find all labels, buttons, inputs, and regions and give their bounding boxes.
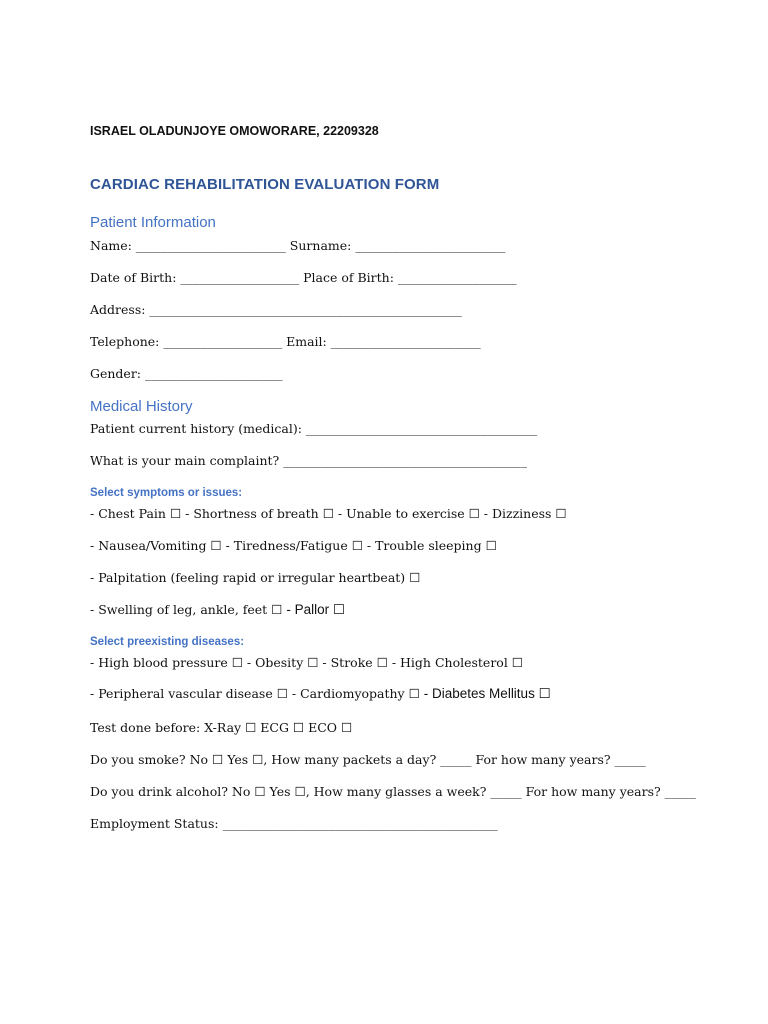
diseases-checklist-row2[interactable] — [90, 686, 551, 702]
alcohol-field[interactable]: Do you drink alcohol? No ☐ Yes ☐, How many glasses a week? _____ For how many years? _____ — [90, 784, 696, 799]
pallor-option[interactable]: - Pallor ☐ — [286, 602, 345, 617]
medical-history-heading: Medical History — [90, 398, 193, 415]
telephone-email-field[interactable]: Telephone: ___________________ Email: ________________________ — [90, 334, 481, 349]
birth-field[interactable]: Date of Birth: ___________________ Place of Birth: ___________________ — [90, 270, 517, 285]
symptoms-checklist-row1[interactable]: - Chest Pain ☐ - Shortness of breath ☐ - Unable to exercise ☐ - Dizziness ☐ — [90, 506, 567, 521]
gender-field[interactable]: Gender: ______________________ — [90, 366, 283, 381]
name-surname-field[interactable]: Name: ________________________ Surname: ________________________ — [90, 238, 506, 253]
diseases-checklist-row1[interactable]: - High blood pressure ☐ - Obesity ☐ - Stroke ☐ - High Cholesterol ☐ — [90, 655, 524, 670]
symptoms-checklist-row3[interactable]: - Palpitation (feeling rapid or irregular heartbeat) ☐ — [90, 570, 421, 585]
symptoms-checklist-row4[interactable] — [90, 602, 345, 618]
address-field[interactable]: Address: __________________________________________________ — [90, 302, 462, 317]
current-history-field[interactable]: Patient current history (medical): _____________________________________ — [90, 421, 538, 436]
main-complaint-field[interactable]: What is your main complaint? _______________________________________ — [90, 453, 527, 468]
diabetes-option[interactable]: - Diabetes Mellitus ☐ — [423, 686, 551, 701]
symptoms-heading: Select symptoms or issues: — [90, 487, 243, 499]
tests-done-checklist[interactable]: Test done before: X-Ray ☐ ECG ☐ ECO ☐ — [90, 720, 353, 735]
diseases-heading: Select preexisting diseases: — [90, 636, 245, 648]
vascular-cardiomyopathy-options[interactable]: - Peripheral vascular disease ☐ - Cardiomyopathy ☐ — [90, 686, 424, 701]
patient-information-heading: Patient Information — [90, 214, 216, 231]
smoking-field[interactable]: Do you smoke? No ☐ Yes ☐, How many packets a day? _____ For how many years? _____ — [90, 752, 646, 767]
form-title: CARDIAC REHABILITATION EVALUATION FORM — [90, 176, 440, 193]
employment-status-field[interactable]: Employment Status: ____________________________________________ — [90, 816, 498, 831]
author-line: ISRAEL OLADUNJOYE OMOWORARE, 22209328 — [90, 124, 379, 138]
swelling-option[interactable]: - Swelling of leg, ankle, feet ☐ — [90, 602, 287, 617]
symptoms-checklist-row2[interactable]: - Nausea/Vomiting ☐ - Tiredness/Fatigue ☐ - Trouble sleeping ☐ — [90, 538, 497, 553]
